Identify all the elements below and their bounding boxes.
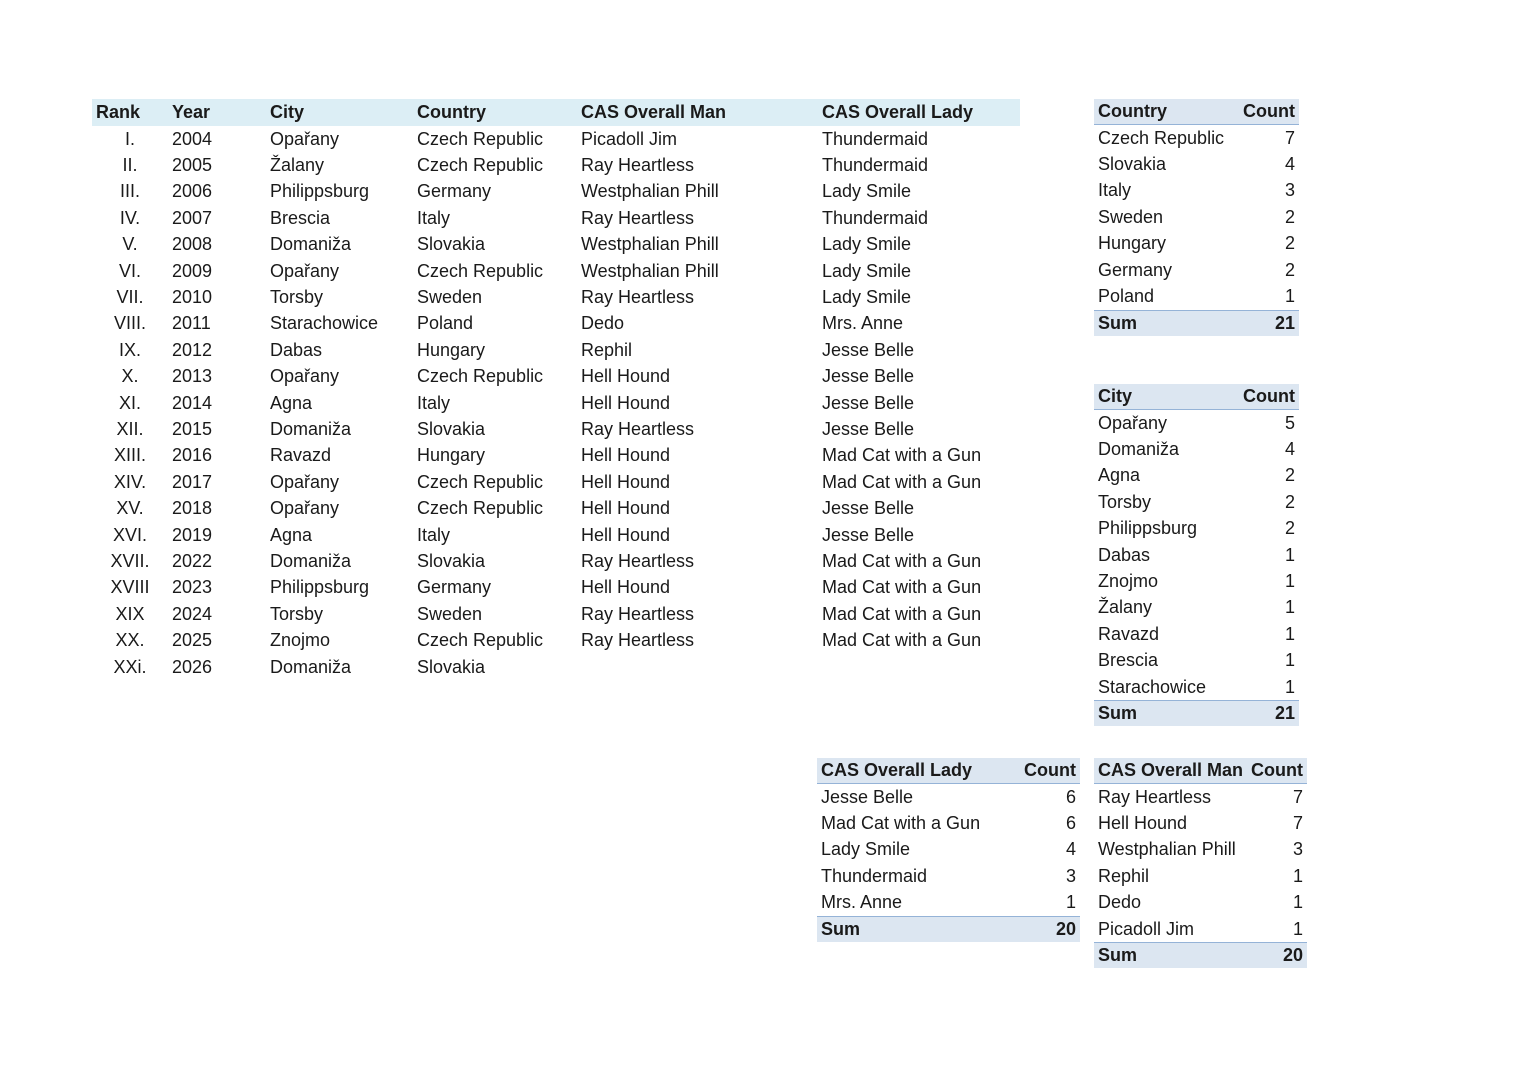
cell-rank: IX.: [118, 339, 141, 360]
pivot-count: 3: [1293, 839, 1304, 860]
cell-lady: Lady Smile: [822, 181, 912, 202]
cell-rank: XII.: [116, 418, 144, 439]
table-row: [92, 258, 1020, 284]
results-header-row: [92, 99, 1020, 126]
cell-man: Ray Heartless: [581, 603, 695, 624]
pivot-header-label: CAS Overall Lady: [817, 758, 1011, 784]
pivot-label: Italy: [1098, 180, 1132, 201]
pivot-count: 4: [1284, 154, 1295, 175]
cell-year: 2023: [172, 577, 213, 598]
cell-man: [577, 654, 818, 680]
cell-lady: Mad Cat with a Gun: [822, 445, 982, 466]
cell-country: Slovakia: [417, 234, 486, 255]
cell-lady: Lady Smile: [822, 287, 912, 308]
pivot-count: 1: [1293, 918, 1304, 939]
pivot-sum-row: [1094, 943, 1307, 969]
cell-country: Czech Republic: [417, 498, 544, 519]
pivot-row: [1094, 595, 1299, 621]
cell-city: Domaniža: [270, 656, 352, 677]
pivot-label: Picadoll Jim: [1098, 918, 1195, 939]
cell-rank: XVIII: [110, 577, 150, 598]
pivot-header-label: CAS Overall Man: [1094, 758, 1247, 784]
pivot-row: [817, 890, 1080, 917]
pivot-count: 2: [1284, 465, 1295, 486]
cell-year: 2009: [172, 260, 213, 281]
cell-lady: Mad Cat with a Gun: [822, 577, 982, 598]
col-header-man: CAS Overall Man: [577, 99, 818, 126]
pivot-count: 2: [1284, 491, 1295, 512]
pivot-label: Znojmo: [1098, 571, 1159, 592]
pivot-label: Westphalian Phill: [1098, 839, 1236, 860]
cell-country: Poland: [417, 313, 474, 334]
cell-country: Italy: [417, 207, 451, 228]
pivot-label: Hell Hound: [1098, 813, 1188, 834]
pivot-header-row: [1094, 99, 1299, 125]
cell-country: Czech Republic: [417, 128, 544, 149]
cell-year: 2006: [172, 181, 213, 202]
table-row: [92, 205, 1020, 231]
pivot-row: [1094, 837, 1307, 863]
pivot-row: [1094, 151, 1299, 177]
pivot-count: 1: [1284, 650, 1295, 671]
cell-city: Opařany: [270, 471, 340, 492]
pivot-row: [1094, 916, 1307, 943]
cell-year: 2026: [172, 656, 213, 677]
cell-country: Czech Republic: [417, 471, 544, 492]
pivot-row: [1094, 810, 1307, 836]
cell-lady: Jesse Belle: [822, 366, 915, 387]
cell-rank: V.: [122, 234, 138, 255]
pivot-row: [1094, 231, 1299, 257]
pivot-count: 1: [1284, 623, 1295, 644]
pivot-label: Rephil: [1098, 865, 1150, 886]
cell-rank: I.: [124, 128, 135, 149]
col-header-country: Country: [413, 99, 577, 126]
sum-label: Sum: [817, 916, 1011, 942]
cell-country: Italy: [417, 524, 451, 545]
pivot-row: [1094, 463, 1299, 489]
cell-man: Rephil: [581, 339, 633, 360]
cell-year: 2019: [172, 524, 213, 545]
cell-man: Hell Hound: [581, 366, 671, 387]
pivot-header-row: [1094, 758, 1307, 784]
cell-year: 2024: [172, 603, 213, 624]
pivot-row: [1094, 542, 1299, 568]
cell-city: Domaniža: [270, 550, 352, 571]
pivot-row: [1094, 410, 1299, 437]
cell-city: Brescia: [270, 207, 331, 228]
table-row: [92, 575, 1020, 601]
col-header-lady: CAS Overall Lady: [818, 99, 1020, 126]
pivot-label: Lady Smile: [821, 839, 911, 860]
cell-year: 2018: [172, 498, 213, 519]
lady-count-table: [817, 758, 1080, 942]
cell-city: Torsby: [270, 287, 324, 308]
cell-rank: XIX: [115, 603, 145, 624]
cell-man: Westphalian Phill: [581, 234, 719, 255]
cell-rank: XX.: [115, 630, 145, 651]
table-row: [92, 126, 1020, 152]
pivot-header-label: Country: [1094, 99, 1236, 125]
cell-year: 2004: [172, 128, 213, 149]
cell-year: 2008: [172, 234, 213, 255]
cell-city: Domaniža: [270, 418, 352, 439]
sum-value: 20: [1247, 943, 1307, 969]
pivot-label: Germany: [1098, 259, 1173, 280]
pivot-row: [1094, 436, 1299, 462]
cell-rank: XXi.: [113, 656, 147, 677]
table-row: [92, 522, 1020, 548]
cell-man: Hell Hound: [581, 577, 671, 598]
pivot-row: [1094, 648, 1299, 674]
table-row: [92, 469, 1020, 495]
cell-rank: VIII.: [113, 313, 146, 334]
cell-lady: Mrs. Anne: [822, 313, 904, 334]
pivot-label: Starachowice: [1098, 676, 1207, 697]
cell-man: Westphalian Phill: [581, 181, 719, 202]
pivot-row: [1094, 674, 1299, 701]
pivot-header-count: Count: [1236, 99, 1299, 125]
pivot-count: 1: [1293, 865, 1304, 886]
cell-rank: X.: [121, 366, 139, 387]
pivot-count: 6: [1065, 813, 1076, 834]
cell-lady: Thundermaid: [822, 207, 929, 228]
cell-man: Hell Hound: [581, 524, 671, 545]
cell-lady: Thundermaid: [822, 128, 929, 149]
pivot-count: 2: [1284, 206, 1295, 227]
cell-year: 2015: [172, 418, 213, 439]
cell-lady: Lady Smile: [822, 260, 912, 281]
cell-city: Opařany: [270, 366, 340, 387]
cell-year: 2017: [172, 471, 213, 492]
table-row: [92, 311, 1020, 337]
cell-country: Hungary: [417, 339, 486, 360]
cell-lady: [818, 654, 1020, 680]
pivot-count: 1: [1293, 892, 1304, 913]
pivot-count: 1: [1065, 892, 1076, 913]
cell-lady: Mad Cat with a Gun: [822, 550, 982, 571]
cell-country: Germany: [417, 577, 492, 598]
cell-year: 2005: [172, 155, 213, 176]
pivot-label: Jesse Belle: [821, 786, 914, 807]
pivot-label: Poland: [1098, 286, 1155, 307]
pivot-label: Domaniža: [1098, 439, 1180, 460]
cell-rank: XV.: [116, 498, 144, 519]
pivot-row: [1094, 516, 1299, 542]
pivot-label: Slovakia: [1098, 154, 1167, 175]
cell-lady: Jesse Belle: [822, 418, 915, 439]
pivot-header-row: [1094, 384, 1299, 410]
cell-city: Opařany: [270, 128, 340, 149]
cell-lady: Jesse Belle: [822, 392, 915, 413]
cell-rank: XI.: [118, 392, 141, 413]
table-row: [92, 179, 1020, 205]
cell-man: Dedo: [581, 313, 625, 334]
cell-man: Ray Heartless: [581, 550, 695, 571]
cell-lady: Mad Cat with a Gun: [822, 471, 982, 492]
table-row: [92, 284, 1020, 310]
sum-value: 21: [1236, 310, 1299, 336]
cell-man: Hell Hound: [581, 471, 671, 492]
pivot-count: 7: [1284, 127, 1295, 148]
pivot-label: Ray Heartless: [1098, 786, 1212, 807]
cell-year: 2016: [172, 445, 213, 466]
cell-country: Slovakia: [417, 656, 486, 677]
pivot-count: 3: [1284, 180, 1295, 201]
cell-rank: XVI.: [112, 524, 147, 545]
pivot-label: Mrs. Anne: [821, 892, 903, 913]
table-row: [92, 152, 1020, 178]
col-header-rank: Rank: [92, 99, 168, 126]
pivot-count: 1: [1284, 571, 1295, 592]
table-row: [92, 443, 1020, 469]
cell-lady: Jesse Belle: [822, 524, 915, 545]
pivot-count: 7: [1293, 813, 1304, 834]
cell-man: Ray Heartless: [581, 207, 695, 228]
country-count-table: [1094, 99, 1299, 336]
cell-country: Germany: [417, 181, 492, 202]
pivot-label: Torsby: [1098, 491, 1152, 512]
pivot-count: 4: [1284, 439, 1295, 460]
col-header-city: City: [266, 99, 413, 126]
cell-year: 2014: [172, 392, 213, 413]
pivot-count: 4: [1065, 839, 1076, 860]
table-row: [92, 548, 1020, 574]
cell-country: Sweden: [417, 287, 483, 308]
pivot-header-count: Count: [1229, 384, 1299, 410]
cell-rank: VI.: [118, 260, 141, 281]
table-row: [92, 627, 1020, 653]
pivot-label: Mad Cat with a Gun: [821, 813, 981, 834]
pivot-row: [817, 863, 1080, 889]
cell-rank: II.: [122, 155, 138, 176]
pivot-header-label: City: [1094, 384, 1229, 410]
cell-year: 2022: [172, 550, 213, 571]
pivot-label: Czech Republic: [1098, 127, 1225, 148]
table-row: [92, 416, 1020, 442]
pivot-label: Žalany: [1098, 597, 1153, 618]
cell-city: Philippsburg: [270, 181, 370, 202]
pivot-count: 7: [1293, 786, 1304, 807]
pivot-header-row: [817, 758, 1080, 784]
pivot-label: Sweden: [1098, 206, 1164, 227]
table-row: [92, 337, 1020, 363]
pivot-count: 1: [1284, 286, 1295, 307]
cell-year: 2013: [172, 366, 213, 387]
pivot-count: 2: [1284, 233, 1295, 254]
pivot-row: [1094, 178, 1299, 204]
cell-lady: Mad Cat with a Gun: [822, 603, 982, 624]
pivot-row: [1094, 489, 1299, 515]
cell-rank: VII.: [116, 287, 144, 308]
pivot-row: [1094, 257, 1299, 283]
cell-year: 2007: [172, 207, 213, 228]
pivot-header-count: Count: [1247, 758, 1307, 784]
cell-city: Agna: [270, 524, 313, 545]
cell-country: Sweden: [417, 603, 483, 624]
cell-city: Ravazd: [270, 445, 332, 466]
cell-country: Czech Republic: [417, 630, 544, 651]
man-count-table: [1094, 758, 1307, 968]
pivot-count: 5: [1284, 412, 1295, 433]
pivot-count: 1: [1284, 676, 1295, 697]
cell-man: Hell Hound: [581, 498, 671, 519]
cell-country: Slovakia: [417, 550, 486, 571]
pivot-count: 6: [1065, 786, 1076, 807]
pivot-count: 2: [1284, 518, 1295, 539]
pivot-label: Brescia: [1098, 650, 1159, 671]
sum-label: Sum: [1094, 701, 1229, 727]
pivot-label: Ravazd: [1098, 623, 1160, 644]
pivot-sum-row: [817, 916, 1080, 942]
sum-label: Sum: [1094, 310, 1236, 336]
pivot-label: Agna: [1098, 465, 1141, 486]
cell-man: Hell Hound: [581, 445, 671, 466]
cell-man: Hell Hound: [581, 392, 671, 413]
cell-rank: III.: [119, 181, 140, 202]
cell-country: Italy: [417, 392, 451, 413]
results-table: [92, 99, 1020, 680]
table-row: [92, 390, 1020, 416]
pivot-row: [1094, 568, 1299, 594]
cell-city: Znojmo: [270, 630, 331, 651]
cell-city: Torsby: [270, 603, 324, 624]
cell-lady: Mad Cat with a Gun: [822, 630, 982, 651]
pivot-label: Thundermaid: [821, 865, 928, 886]
pivot-sum-row: [1094, 701, 1299, 727]
cell-man: Westphalian Phill: [581, 260, 719, 281]
pivot-label: Dabas: [1098, 544, 1151, 565]
pivot-count: 1: [1284, 597, 1295, 618]
pivot-count: 3: [1065, 865, 1076, 886]
city-count-table: [1094, 384, 1299, 726]
table-row: [92, 495, 1020, 521]
pivot-row: [817, 810, 1080, 836]
pivot-row: [1094, 204, 1299, 230]
cell-city: Domaniža: [270, 234, 352, 255]
cell-rank: XIV.: [113, 471, 147, 492]
cell-man: Picadoll Jim: [581, 128, 678, 149]
table-row: [92, 364, 1020, 390]
sum-value: 21: [1229, 701, 1299, 727]
col-header-year: Year: [168, 99, 266, 126]
cell-lady: Thundermaid: [822, 155, 929, 176]
cell-country: Czech Republic: [417, 260, 544, 281]
pivot-label: Dedo: [1098, 892, 1142, 913]
cell-country: Czech Republic: [417, 155, 544, 176]
pivot-row: [1094, 621, 1299, 647]
cell-man: Ray Heartless: [581, 630, 695, 651]
pivot-row: [1094, 283, 1299, 310]
cell-country: Hungary: [417, 445, 486, 466]
sum-value: 20: [1011, 916, 1080, 942]
cell-city: Opařany: [270, 260, 340, 281]
cell-country: Slovakia: [417, 418, 486, 439]
cell-city: Žalany: [270, 155, 325, 176]
pivot-row: [817, 837, 1080, 863]
cell-city: Starachowice: [270, 313, 379, 334]
cell-rank: XIII.: [113, 445, 146, 466]
cell-man: Ray Heartless: [581, 418, 695, 439]
sum-label: Sum: [1094, 943, 1247, 969]
pivot-row: [1094, 784, 1307, 811]
cell-lady: Lady Smile: [822, 234, 912, 255]
pivot-row: [817, 784, 1080, 811]
cell-city: Philippsburg: [270, 577, 370, 598]
pivot-label: Philippsburg: [1098, 518, 1198, 539]
cell-man: Ray Heartless: [581, 287, 695, 308]
cell-country: Czech Republic: [417, 366, 544, 387]
pivot-count: 2: [1284, 259, 1295, 280]
cell-man: Ray Heartless: [581, 155, 695, 176]
cell-rank: XVII.: [110, 550, 150, 571]
pivot-header-count: Count: [1011, 758, 1080, 784]
pivot-label: Hungary: [1098, 233, 1167, 254]
cell-year: 2012: [172, 339, 213, 360]
cell-year: 2011: [172, 313, 211, 334]
pivot-row: [1094, 863, 1307, 889]
pivot-row: [1094, 890, 1307, 916]
cell-city: Dabas: [270, 339, 323, 360]
table-row: [92, 601, 1020, 627]
pivot-row: [1094, 125, 1299, 152]
cell-city: Agna: [270, 392, 313, 413]
cell-year: 2010: [172, 287, 213, 308]
cell-city: Opařany: [270, 498, 340, 519]
pivot-label: Opařany: [1098, 412, 1168, 433]
pivot-sum-row: [1094, 310, 1299, 336]
table-row: [92, 232, 1020, 258]
cell-lady: Jesse Belle: [822, 498, 915, 519]
cell-year: 2025: [172, 630, 213, 651]
table-row: [92, 654, 1020, 680]
cell-rank: IV.: [119, 207, 141, 228]
cell-lady: Jesse Belle: [822, 339, 915, 360]
pivot-count: 1: [1284, 544, 1295, 565]
